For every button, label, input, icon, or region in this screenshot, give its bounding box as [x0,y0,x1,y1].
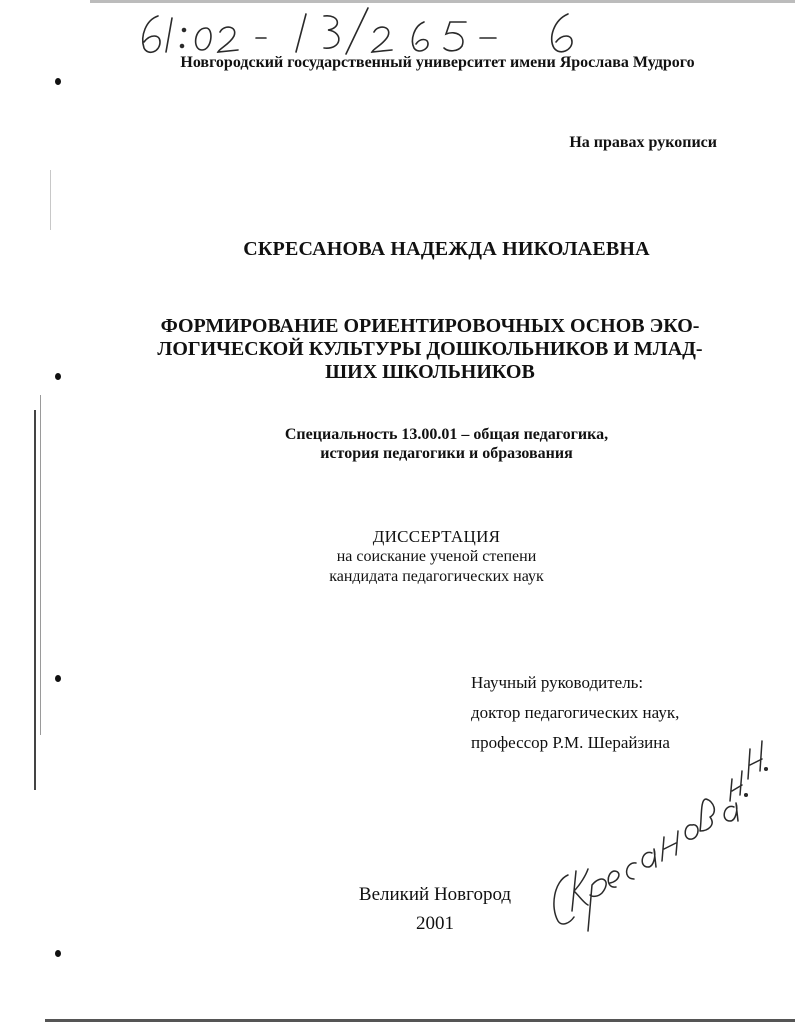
specialty [0,425,795,463]
rights-note: На правах рукописи [569,134,717,151]
punch-hole-dot [55,950,61,957]
supervisor-degree: доктор педагогических наук, [471,703,680,722]
scan-border-bottom [45,1019,795,1022]
title-line: ШИХ ШКОЛЬНИКОВ [325,361,535,383]
city-year-block [330,880,540,938]
year: 2001 [416,913,454,934]
title-line: ФОРМИРОВАНИЕ ОРИЕНТИРОВОЧНЫХ ОСНОВ ЭКО- [160,315,700,337]
supervisor-label: Научный руководитель: [471,673,644,692]
author-name: СКРЕСАНОВА НАДЕЖДА НИКОЛАЕВНА [243,238,650,260]
supervisor-name: профессор Р.М. Шерайзина [471,733,670,752]
scan-edge-line [34,410,36,790]
degree-line: на соискание ученой степени [336,548,537,565]
university-name: Новгородский государственный университет имени Ярослава Мудрого [180,54,695,71]
city: Великий Новгород [358,884,512,905]
punch-hole-dot [55,675,61,682]
scan-edge-line-faint [50,170,51,230]
title-line: ЛОГИЧЕСКОЙ КУЛЬТУРЫ ДОШКОЛЬНИКОВ И МЛАД- [157,338,703,360]
degree-block [0,527,795,587]
specialty-line: история педагогики и образования [320,445,573,462]
archive-stamp-handwriting [128,4,598,60]
punch-hole-dot [55,78,61,85]
degree-heading: ДИССЕРТАЦИЯ [372,527,501,546]
degree-line: кандидата педагогических наук [329,568,544,585]
dissertation-title [150,315,710,384]
author-signature [540,735,770,935]
specialty-line: Специальность 13.00.01 – общая педагогика, [284,426,609,443]
punch-hole-dot [55,373,61,380]
scan-border-top [90,0,795,3]
